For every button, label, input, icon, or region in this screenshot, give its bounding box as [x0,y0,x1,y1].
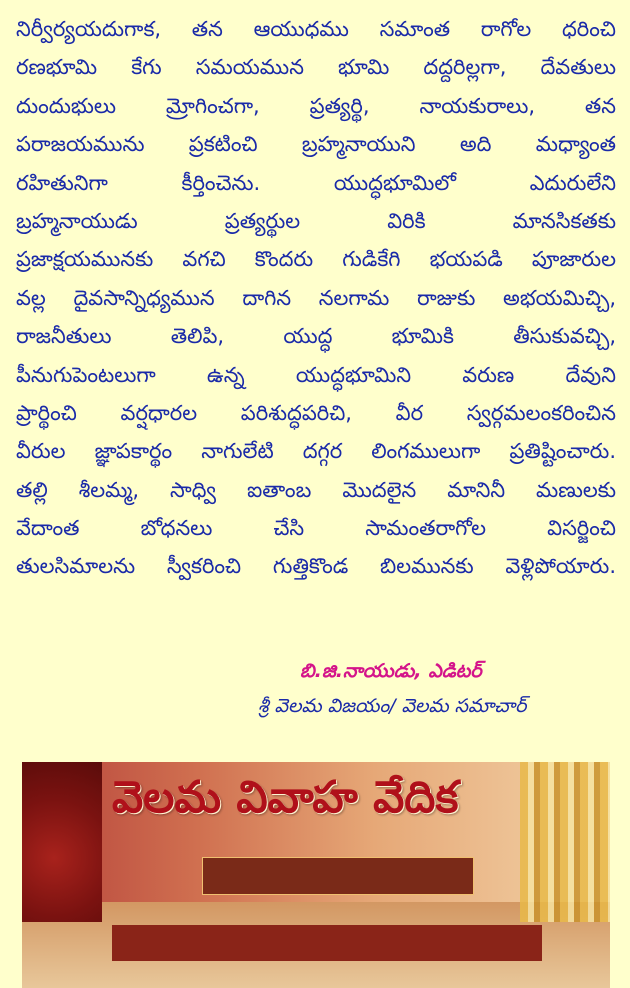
article-line: వేదాంత బోధనలు చేసి సామంతరాగోల విసర్జించి [16,516,616,541]
author-signature: బి.జి.నాయుడు, ఎడిటర్ [300,660,482,682]
article-line: నిర్వీర్యయదుగాక, తన ఆయుధము సమాంత రాగోల ధరించి [16,17,616,41]
banner-title: వెలమ వివాహ వేదిక [112,772,459,823]
article-line: దుందుభులు మ్రోగించగా, ప్రత్యర్థి, నాయకురాలు, తన [16,93,616,118]
article-line: రణభూమి కేగు సమయమున భూమి దద్దరిల్లగా, దేవతులు [16,55,616,80]
banner-decoration-left [22,762,102,922]
article-line: వల్ల దైవసాన్నిధ్యమున దాగిన నలగామ రాజుకు అభయమిచ్చి, [16,285,616,310]
article-line: తల్లి శీలమ్మ, సాధ్వి ఐతాంబ మొదలైన మానినీ మణులకు [16,477,616,502]
article-line: తులసిమాలను స్వీకరించి గుత్తికొండ బిలమునకు వెళ్లిపోయారు. [16,554,616,579]
banner-contact-strip [112,925,542,961]
article-line: ప్రజాక్షయమునకు వగచి కొందరు గుడికేగి భయపడి పూజారుల [16,247,616,272]
banner-decoration-right [520,762,610,922]
article-line: వీరుల జ్ఞాపకార్థం నాగులేటి దగ్గర లింగములుగా ప్రతిష్టించారు. [16,439,616,464]
advertisement-banner [22,762,610,988]
publication-name: శ్రీ వెలమ విజయం/ వెలమ సమాచార్ [258,695,527,717]
article-line: పరాజయమును ప్రకటించి బ్రహ్మనాయుని అది మధ్యాంత [16,132,616,157]
article-line: రహితునిగా కీర్తించెను. యుద్ధభూమిలో ఎదురులేని [16,170,616,195]
article-line: పీనుగుపెంటలుగా ఉన్న యుద్ధభూమిని వరుణ దేవుని [16,362,616,387]
article-line: ప్రార్థించి వర్షధారల పరిశుద్ధపరిచి, వీర స్వర్గమలంకరించిన [16,400,616,425]
banner-info-box [202,857,474,895]
article-line: బ్రహ్మనాయుడు ప్రత్యర్థుల విరికి మానసికతకు [16,208,616,233]
article-line: రాజనీతులు తెలిపి, యుద్ధ భూమికి తీసుకువచ్చి, [16,324,616,349]
article-body [16,10,616,586]
